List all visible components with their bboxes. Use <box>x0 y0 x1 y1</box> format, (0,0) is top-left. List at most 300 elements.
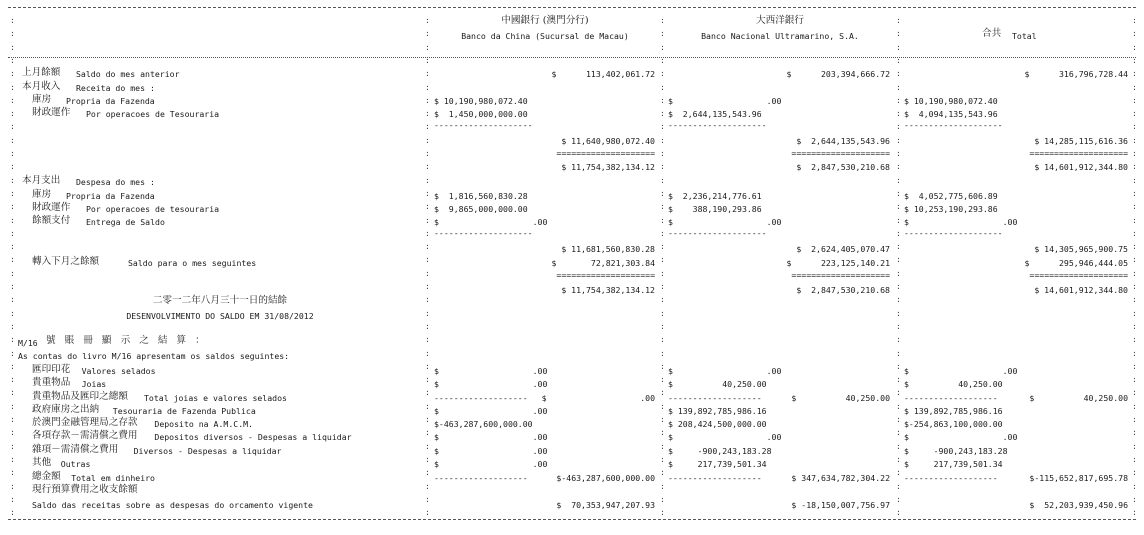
rec-tesouraria-zh: 財政運作 <box>32 107 71 118</box>
rule: ==================== <box>1029 270 1128 280</box>
despesa-pt: Despesa do mes : <box>76 177 155 187</box>
m16-depositos-diversos-zh: 各項存款－需清償之費用 <box>32 430 138 441</box>
des-total-bnu: $ 2,847,530,210.68 <box>796 285 890 295</box>
column-separator: : <box>660 15 665 25</box>
column-separator: : <box>10 254 15 264</box>
m16-tesouraria-fazenda-total: $ 139,892,785,986.16 <box>904 406 1003 416</box>
column-separator: : <box>660 374 665 384</box>
column-separator: : <box>1132 507 1137 517</box>
column-separator: : <box>660 361 665 371</box>
column-separator: : <box>896 175 901 185</box>
column-separator: : <box>10 281 15 291</box>
column-separator: : <box>660 215 665 225</box>
m16-tesouraria-fazenda-boc: $ .00 <box>434 406 548 416</box>
rec-fazenda-bnu: $ .00 <box>668 96 782 106</box>
saldo-anterior-pt: Saldo do mes anterior <box>76 69 180 79</box>
column-separator: : <box>660 175 665 185</box>
column-separator: : <box>425 374 430 384</box>
column-separator: : <box>1132 308 1137 318</box>
column-separator: : <box>10 82 15 92</box>
column-separator: : <box>1132 15 1137 25</box>
rec-subtotal-bnu: $ 2,644,135,543.96 <box>796 136 890 146</box>
column-separator: : <box>425 82 430 92</box>
column-separator: : <box>660 42 665 52</box>
column-separator: : <box>1132 228 1137 238</box>
column-separator: : <box>10 308 15 318</box>
column-separator: : <box>425 467 430 477</box>
m16-valores-selados-pt: Valores selados <box>81 366 156 376</box>
column-separator: : <box>660 188 665 198</box>
m16-valores-selados-bnu: $ .00 <box>668 366 782 376</box>
column-separator: : <box>896 215 901 225</box>
column-separator: : <box>660 441 665 451</box>
rule: ------------------- <box>668 393 762 403</box>
rec-total-total: $ 14,601,912,344.80 <box>1034 162 1128 172</box>
column-separator: : <box>1132 401 1137 411</box>
des-fazenda-boc: $ 1,816,560,830.28 <box>434 191 528 201</box>
des-entrega-total: $ .00 <box>904 217 1018 227</box>
saldo-seguinte-zh: 轉入下月之餘額 <box>32 256 100 267</box>
m16-depositos-diversos-total: $ .00 <box>904 432 1018 442</box>
column-separator: : <box>10 321 15 331</box>
column-separator: : <box>896 42 901 52</box>
column-separator: : <box>896 441 901 451</box>
column-separator: : <box>10 414 15 424</box>
m16-outras-total: $ 217,739,501.34 <box>904 459 1003 469</box>
column-separator: : <box>425 228 430 238</box>
m16-total-joias-zh: 貴重物品及匯印之總額 <box>32 391 128 402</box>
rule: ------------------- <box>904 393 998 403</box>
des-total-total: $ 14,601,912,344.80 <box>1034 285 1128 295</box>
column-separator: : <box>660 334 665 344</box>
desenvolvimento-pt: DESENVOLVIMENTO DO SALDO EM 31/08/2012 <box>126 311 314 321</box>
column-separator: : <box>10 427 15 437</box>
column-separator: : <box>425 401 430 411</box>
column-separator: : <box>896 254 901 264</box>
des-fazenda-zh: 庫房 <box>32 189 52 200</box>
m16-deposito-amcm-total: $-254,863,100,000.00 <box>904 419 1003 429</box>
column-separator: : <box>896 161 901 171</box>
column-separator: : <box>10 348 15 358</box>
column-separator: : <box>425 308 430 318</box>
column-separator: : <box>660 95 665 105</box>
column-separator: : <box>1132 201 1137 211</box>
m16-outras-boc: $ .00 <box>434 459 548 469</box>
column-separator: : <box>425 161 430 171</box>
column-separator: : <box>10 228 15 238</box>
column-separator: : <box>660 414 665 424</box>
column-separator: : <box>660 387 665 397</box>
m16-total-dinheiro-zh: 總金額 <box>32 471 61 482</box>
column-separator: : <box>425 108 430 118</box>
rec-fazenda-boc: $ 10,190,980,072.40 <box>434 96 528 106</box>
column-separator: : <box>1132 374 1137 384</box>
m16-valores-selados-zh: 匯印印花 <box>32 364 71 375</box>
column-separator: : <box>896 135 901 145</box>
column-separator: : <box>1132 268 1137 278</box>
des-tesouraria-boc: $ 9,865,000,000.00 <box>434 204 528 214</box>
rec-fazenda-total: $ 10,190,980,072.40 <box>904 96 998 106</box>
m16-valores-selados-total: $ .00 <box>904 366 1018 376</box>
column-separator: : <box>1132 361 1137 371</box>
rule: ==================== <box>1029 148 1128 158</box>
rec-subtotal-boc: $ 11,640,980,072.40 <box>561 136 655 146</box>
column-separator: : <box>660 281 665 291</box>
saldo-seguinte-pt: Saldo para o mes seguintes <box>128 258 257 268</box>
column-separator: : <box>896 15 901 25</box>
m16-diversos-pt: Diversos - Despesas a liquidar <box>133 446 282 456</box>
receita-zh: 本月收入 <box>22 81 61 92</box>
column-separator: : <box>660 68 665 78</box>
m16-total-dinheiro-bnu: $ 347,634,782,304.22 <box>791 473 890 483</box>
des-fazenda-bnu: $ 2,236,214,776.61 <box>668 191 762 201</box>
des-subtotal-total: $ 14,305,965,900.75 <box>1034 244 1128 254</box>
rule: ==================== <box>791 148 890 158</box>
column-separator: : <box>425 348 430 358</box>
receita-pt: Receita do mes : <box>76 83 155 93</box>
column-separator: : <box>1132 427 1137 437</box>
rec-subtotal-total: $ 14,285,115,616.36 <box>1034 136 1128 146</box>
column-separator: : <box>10 135 15 145</box>
column-separator: : <box>660 241 665 251</box>
column-separator: : <box>660 121 665 131</box>
column-separator: : <box>660 254 665 264</box>
saldo-anterior-total: $ 316,796,728.44 <box>1024 69 1128 79</box>
m16-depositos-diversos-boc: $ .00 <box>434 432 548 442</box>
column-separator: : <box>425 254 430 264</box>
column-separator: : <box>10 42 15 52</box>
column-separator: : <box>1132 161 1137 171</box>
rec-tesouraria-boc: $ 1,450,000,000.00 <box>434 109 528 119</box>
column-separator: : <box>10 268 15 278</box>
despesa-zh: 本月支出 <box>22 175 61 186</box>
column-separator: : <box>425 201 430 211</box>
m16-diversos-total: $ -900,243,183.28 <box>904 446 1008 456</box>
column-separator: : <box>660 401 665 411</box>
column-separator: : <box>425 135 430 145</box>
column-separator: : <box>425 42 430 52</box>
column-separator: : <box>896 241 901 251</box>
column-separator: : <box>10 161 15 171</box>
m16-joias-zh: 貴重物品 <box>32 377 71 388</box>
m16-saldo-receitas-pt: Saldo das receitas sobre as despesas do orcamento vigente <box>32 500 313 510</box>
column-separator: : <box>10 494 15 504</box>
column-separator: : <box>1132 175 1137 185</box>
m16-depositos-diversos-pt: Depositos diversos - Despesas a liquidar <box>154 432 352 442</box>
rec-tesouraria-pt: Por operacoes de Tesouraria <box>86 109 220 119</box>
m16-total-joias-boc: $ .00 <box>541 393 655 403</box>
m16-depositos-diversos-bnu: $ .00 <box>668 432 782 442</box>
des-entrega-bnu: $ .00 <box>668 217 782 227</box>
column-separator: : <box>660 427 665 437</box>
des-tesouraria-total: $ 10,253,190,293.86 <box>904 204 998 214</box>
m16-saldo-receitas-zh-zh: 現行預算費用之收支餘額 <box>32 484 138 495</box>
column-separator: : <box>896 387 901 397</box>
column-separator: : <box>896 481 901 491</box>
column-separator: : <box>1132 135 1137 145</box>
bnu-header-pt: Banco Nacional Ultramarino, S.A. <box>701 31 859 41</box>
column-separator: : <box>1132 108 1137 118</box>
column-separator: : <box>425 427 430 437</box>
rec-tesouraria-total: $ 4,094,135,543.96 <box>904 109 998 119</box>
column-separator: : <box>425 175 430 185</box>
des-entrega-zh: 餘額支付 <box>32 215 71 226</box>
m16-outras-zh: 其他 <box>32 457 52 468</box>
m16-total-joias-total: $ 40,250.00 <box>1029 393 1128 403</box>
column-separator: : <box>896 334 901 344</box>
column-separator: : <box>10 481 15 491</box>
column-separator: : <box>1132 281 1137 291</box>
column-separator: : <box>660 454 665 464</box>
column-separator: : <box>660 148 665 158</box>
m16-title-zh: 號 賬 冊 顯 示 之 結 算 ： <box>46 335 208 346</box>
rule: -------------------- <box>904 120 1003 130</box>
column-separator: : <box>660 55 665 65</box>
column-separator: : <box>660 201 665 211</box>
column-separator: : <box>896 82 901 92</box>
m16-tesouraria-fazenda-bnu: $ 139,892,785,986.16 <box>668 406 767 416</box>
m16-saldo-receitas-total: $ 52,203,939,450.96 <box>1029 500 1128 510</box>
rule: ------------------- <box>668 473 762 483</box>
column-separator: : <box>425 361 430 371</box>
column-separator: : <box>10 441 15 451</box>
column-separator: : <box>10 68 15 78</box>
column-separator: : <box>1132 441 1137 451</box>
column-separator: : <box>1132 121 1137 131</box>
column-separator: : <box>660 294 665 304</box>
saldo-anterior-bnu: $ 203,394,666.72 <box>786 69 890 79</box>
m16-total-joias-pt: Total joias e valores selados <box>144 393 287 403</box>
column-separator: : <box>425 241 430 251</box>
des-entrega-pt: Entrega de Saldo <box>86 217 165 227</box>
column-separator: : <box>896 294 901 304</box>
m16-intro: As contas do livro M/16 apresentam os saldos seguintes: <box>18 351 290 361</box>
column-separator: : <box>1132 481 1137 491</box>
column-separator: : <box>896 55 901 65</box>
m16-deposito-amcm-zh: 於澳門金融管理局之存款 <box>32 417 138 428</box>
m16-joias-boc: $ .00 <box>434 379 548 389</box>
column-separator: : <box>10 374 15 384</box>
column-separator: : <box>10 215 15 225</box>
column-separator: : <box>896 414 901 424</box>
column-separator: : <box>896 467 901 477</box>
m16-saldo-receitas-boc: $ 70,353,947,207.93 <box>556 500 655 510</box>
column-separator: : <box>425 441 430 451</box>
column-separator: : <box>10 108 15 118</box>
column-separator: : <box>10 334 15 344</box>
column-separator: : <box>896 148 901 158</box>
column-separator: : <box>425 28 430 38</box>
m16-diversos-bnu: $ -900,243,183.28 <box>668 446 772 456</box>
boc-header-pt: Banco da China (Sucursal de Macau) <box>461 31 629 41</box>
column-separator: : <box>10 361 15 371</box>
column-separator: : <box>1132 55 1137 65</box>
column-separator: : <box>10 188 15 198</box>
column-separator: : <box>10 148 15 158</box>
column-separator: : <box>425 294 430 304</box>
column-separator: : <box>1132 348 1137 358</box>
m16-diversos-boc: $ .00 <box>434 446 548 456</box>
rule: -------------------- <box>434 228 533 238</box>
column-separator: : <box>425 387 430 397</box>
column-separator: : <box>1132 188 1137 198</box>
m16-deposito-amcm-boc: $-463,287,600,000.00 <box>434 419 533 429</box>
column-separator: : <box>10 15 15 25</box>
column-separator: : <box>660 308 665 318</box>
column-separator: : <box>1132 148 1137 158</box>
column-separator: : <box>1132 42 1137 52</box>
rule: ==================== <box>791 270 890 280</box>
column-separator: : <box>425 55 430 65</box>
column-separator: : <box>1132 294 1137 304</box>
rule: -------------------- <box>904 228 1003 238</box>
column-separator: : <box>660 135 665 145</box>
column-separator: : <box>660 494 665 504</box>
m16-saldo-receitas-bnu: $ -18,150,007,756.97 <box>791 500 890 510</box>
column-separator: : <box>425 215 430 225</box>
column-separator: : <box>1132 494 1137 504</box>
m16-tesouraria-fazenda-zh: 政府庫房之出納 <box>32 404 100 415</box>
column-separator: : <box>896 494 901 504</box>
desenvolvimento-zh: 二零一二年八月三十一日的結餘 <box>152 295 288 306</box>
des-tesouraria-bnu: $ 388,190,293.86 <box>668 204 762 214</box>
saldo-seguinte-boc: $ 72,821,303.84 <box>551 258 655 268</box>
column-separator: : <box>1132 254 1137 264</box>
column-separator: : <box>425 188 430 198</box>
rec-fazenda-zh: 庫房 <box>32 94 52 105</box>
column-separator: : <box>425 494 430 504</box>
column-separator: : <box>10 507 15 517</box>
rule: ------------------- <box>434 473 528 483</box>
column-separator: : <box>10 55 15 65</box>
column-separator: : <box>1132 387 1137 397</box>
column-separator: : <box>425 121 430 131</box>
column-separator: : <box>896 28 901 38</box>
des-fazenda-pt: Propria da Fazenda <box>66 191 155 201</box>
m16-joias-bnu: $ 40,250.00 <box>668 379 767 389</box>
column-separator: : <box>10 241 15 251</box>
column-separator: : <box>10 175 15 185</box>
saldo-anterior-zh: 上月餘額 <box>22 67 61 78</box>
bottom-border <box>8 519 1136 520</box>
bnu-header-zh: 大西洋銀行 <box>756 15 804 26</box>
m16-total-joias-bnu: $ 40,250.00 <box>791 393 890 403</box>
column-separator: : <box>10 201 15 211</box>
m16-joias-total: $ 40,250.00 <box>904 379 1003 389</box>
column-separator: : <box>660 348 665 358</box>
column-separator: : <box>1132 334 1137 344</box>
column-separator: : <box>1132 95 1137 105</box>
saldo-anterior-boc: $ 113,402,061.72 <box>551 69 655 79</box>
column-separator: : <box>660 82 665 92</box>
column-separator: : <box>425 95 430 105</box>
m16-total-dinheiro-boc: $-463,287,600,000.00 <box>556 473 655 483</box>
header-separator <box>8 57 1136 58</box>
column-separator: : <box>660 321 665 331</box>
column-separator: : <box>896 321 901 331</box>
column-separator: : <box>660 228 665 238</box>
rule: -------------------- <box>668 120 767 130</box>
column-separator: : <box>896 507 901 517</box>
total-header-zh: 合共 <box>982 28 1002 39</box>
column-separator: : <box>10 28 15 38</box>
rec-total-boc: $ 11,754,382,134.12 <box>561 162 655 172</box>
m16-total-dinheiro-total: $-115,652,817,695.78 <box>1029 473 1128 483</box>
m16-code: M/16 <box>18 338 38 348</box>
column-separator: : <box>896 108 901 118</box>
column-separator: : <box>425 334 430 344</box>
column-separator: : <box>1132 467 1137 477</box>
column-separator: : <box>425 454 430 464</box>
m16-deposito-amcm-pt: Deposito na A.M.C.M. <box>154 419 253 429</box>
rule: ==================== <box>556 148 655 158</box>
rec-tesouraria-bnu: $ 2,644,135,543.96 <box>668 109 762 119</box>
total-header-pt: Total <box>1012 31 1037 41</box>
column-separator: : <box>896 268 901 278</box>
column-separator: : <box>896 121 901 131</box>
column-separator: : <box>425 68 430 78</box>
column-separator: : <box>896 228 901 238</box>
top-border <box>8 7 1136 8</box>
column-separator: : <box>896 374 901 384</box>
m16-valores-selados-boc: $ .00 <box>434 366 548 376</box>
des-tesouraria-pt: Por operacoes de tesouraria <box>86 204 220 214</box>
des-entrega-boc: $ .00 <box>434 217 548 227</box>
column-separator: : <box>425 15 430 25</box>
column-separator: : <box>425 481 430 491</box>
m16-outras-pt: Outras <box>60 459 91 469</box>
column-separator: : <box>660 161 665 171</box>
column-separator: : <box>896 401 901 411</box>
column-separator: : <box>10 121 15 131</box>
column-separator: : <box>896 201 901 211</box>
column-separator: : <box>896 361 901 371</box>
column-separator: : <box>896 188 901 198</box>
column-separator: : <box>896 308 901 318</box>
des-subtotal-boc: $ 11,681,560,830.28 <box>561 244 655 254</box>
column-separator: : <box>1132 241 1137 251</box>
m16-joias-pt: Joias <box>81 379 107 389</box>
column-separator: : <box>896 68 901 78</box>
des-total-boc: $ 11,754,382,134.12 <box>561 285 655 295</box>
saldo-seguinte-total: $ 295,946,444.05 <box>1024 258 1128 268</box>
des-subtotal-bnu: $ 2,624,405,070.47 <box>796 244 890 254</box>
column-separator: : <box>10 387 15 397</box>
rule: ------------------- <box>904 473 998 483</box>
des-fazenda-total: $ 4,052,775,606.89 <box>904 191 998 201</box>
column-separator: : <box>1132 82 1137 92</box>
column-separator: : <box>896 281 901 291</box>
column-separator: : <box>896 348 901 358</box>
column-separator: : <box>10 294 15 304</box>
m16-outras-bnu: $ 217,739,501.34 <box>668 459 767 469</box>
rec-fazenda-pt: Propria da Fazenda <box>66 96 155 106</box>
column-separator: : <box>425 281 430 291</box>
rec-total-bnu: $ 2,847,530,210.68 <box>796 162 890 172</box>
boc-header-zh: 中國銀行 (澳門分行) <box>501 15 589 26</box>
column-separator: : <box>1132 28 1137 38</box>
column-separator: : <box>660 481 665 491</box>
m16-deposito-amcm-bnu: $ 208,424,500,000.00 <box>668 419 767 429</box>
rule: -------------------- <box>434 120 533 130</box>
m16-tesouraria-fazenda-pt: Tesouraria de Fazenda Publica <box>112 406 256 416</box>
column-separator: : <box>1132 68 1137 78</box>
saldo-seguinte-bnu: $ 223,125,140.21 <box>786 258 890 268</box>
column-separator: : <box>10 401 15 411</box>
rule: ==================== <box>556 270 655 280</box>
column-separator: : <box>1132 454 1137 464</box>
m16-total-dinheiro-pt: Total em dinheiro <box>71 473 155 483</box>
